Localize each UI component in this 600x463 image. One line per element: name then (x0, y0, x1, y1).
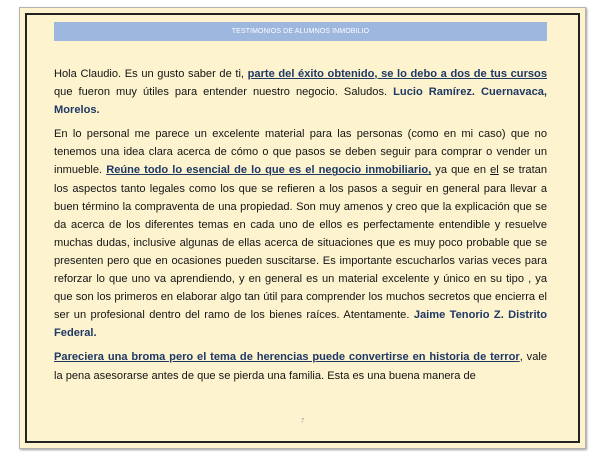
testimonial-3-highlight: Pareciera una broma pero el tema de herencias puede convertirse en historia de terror (54, 351, 520, 364)
document-page (19, 7, 586, 449)
page-number: 7 (300, 418, 305, 425)
testimonial-2-intro: En lo personal me parece un excelente material para las personas (como en mi caso) que no tenemos una idea clara acerca de cómo o que pasos se deben seguir para comprar o vender un inmueble. (54, 128, 547, 177)
header-title: TESTIMONIOS DE ALUMNOS INMOBILIO (54, 22, 547, 41)
testimonials-body (54, 65, 547, 391)
testimonial-1 (54, 65, 547, 119)
testimonial-3 (54, 348, 547, 384)
testimonial-2-text: se tratan los aspectos tanto legales como los que se refieren a los pasos a seguir en general para llevar a buen término la compraventa de una propiedad. Son muy amenos y creo que la explicación que se da acerca de los diferentes temas en cada uno de ellos es perfectamente entendible y resuelve muchas dudas, inclusive algunas de ellas acerca de situaciones que es muy poco probable que se presenten pero que en ocasiones pueden suscitarse. Es importante escucharlos varias veces para reforzar lo que uno va aprendiendo, y en general es un material excelente y único en su tipo , ya que son los primeros en elaborar algo tan útil para comprender los muchos secretos que encierra el ser un profesional dentro del ramo de los bienes raíces. Atentamente. (54, 164, 548, 322)
testimonial-1-author: Lucio Ramírez. Cuernavaca, Morelos. (54, 86, 547, 117)
testimonial-1-text: que fueron muy útiles para entender nuestro negocio. Saludos. (54, 86, 394, 99)
testimonial-2 (54, 125, 547, 342)
testimonial-1-highlight: parte del éxito obtenido, se lo debo a dos de tus cursos (247, 68, 547, 80)
testimonial-2-connector: ya que en (431, 164, 491, 177)
testimonial-2-highlight: Reúne todo lo esencial de lo que es el negocio inmobiliario, (106, 164, 432, 177)
testimonial-1-intro: Hola Claudio. Es un gusto saber de ti, (54, 68, 248, 80)
testimonial-2-underlined-word: el (490, 164, 499, 177)
testimonial-2-author: Jaime Tenorio Z. Distrito Federal. (54, 309, 547, 340)
testimonial-3-text: , vale la pena asesorarse antes de que se pierda una familia. Esta es una buena manera de (54, 351, 548, 382)
